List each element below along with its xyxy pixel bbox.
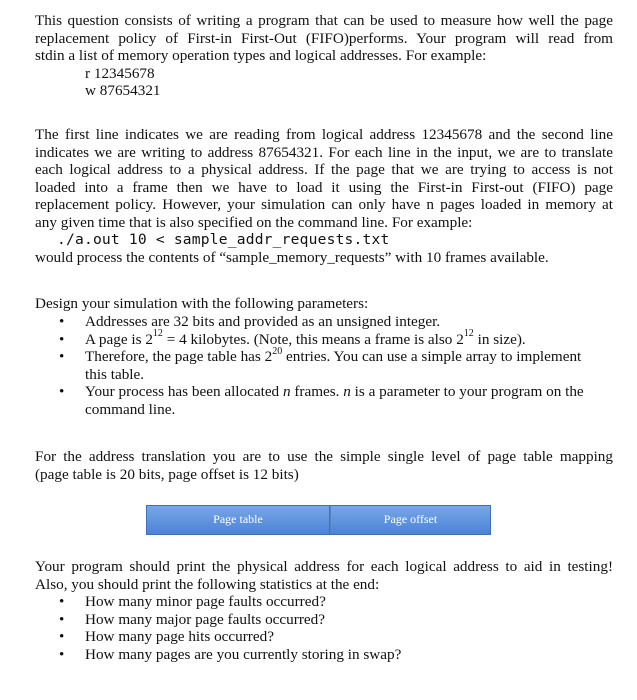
intro-line: stdin a list of memory operation types and logical addresses. For example: [35,47,487,64]
command-example: ./a.out 10 < sample_addr_requests.txt [57,231,390,248]
list-item: • Addresses are 32 bits and provided as an unsigned integer. [59,313,441,330]
explanation-after: would process the contents of “sample_memory_requests” with 10 frames available. [35,248,549,266]
page-table-segment: Page table [146,505,330,535]
intro-line: This question consists of writing a program that can be used to measure how well the page [35,12,613,29]
bullet-icon: • [59,313,65,330]
list-item: • How many pages are you currently storing in swap? [59,645,402,663]
bullet-icon: • [59,593,65,610]
bullet-icon: • [59,628,65,645]
explanation-line: any given time that is also specified on the command line. For example: [35,213,473,231]
bullet-icon: • [59,610,65,628]
explanation-line: replacement policy. However, your simulation can only have n pages loaded in memory at [35,196,613,213]
example-write: w 87654321 [85,82,161,99]
explanation-paragraph [35,126,613,266]
translation-line: For the address translation you are to use the simple single level of page table mapping [35,448,613,465]
explanation-line: indicates we are writing to address 87654321. For each line in the input, we are to translate [35,143,613,161]
stats-bullet-list [35,593,613,663]
page-offset-segment: Page offset [330,505,491,535]
output-line: Your program should print the physical address for each logical address to aid in testing! [35,558,613,575]
translation-line: (page table is 20 bits, page offset is 12 bits) [35,465,299,483]
intro-paragraph [35,12,613,100]
output-line: Also, you should print the following statistics at the end: [35,575,380,593]
explanation-line: The first line indicates we are reading from logical address 12345678 and the second line [35,126,613,143]
bullet-icon: • [59,348,65,365]
example-read: r 12345678 [85,64,155,82]
list-item: • A page is $2^{12} = 4$ kilobytes. (Note, this means a frame is also $2^{12}$ in size). [59,328,526,348]
translation-paragraph [35,448,613,483]
intro-line: replacement policy of First-in First-Out (FIFO)performs. Your program will read from [35,29,613,47]
bullet-icon: • [59,330,65,348]
bullet-icon: • [59,645,65,663]
explanation-line: each logical address to a physical address. If the page that we are trying to access is not [35,161,613,178]
design-heading: Design your simulation with the following parameters: [35,295,369,312]
address-diagram [146,505,491,535]
output-paragraph [35,558,613,593]
list-item: • How many major page faults occurred? [59,610,325,628]
list-item: • Therefore, the page table has $2^{20}$ entries. You can use a simple array to implement this table. [59,345,582,383]
list-item: • Your process has been allocated n frames. n is a parameter to your program on the command line. [59,383,584,418]
bullet-icon: • [59,383,65,400]
list-item: • How many page hits occurred? [59,628,274,645]
list-item: • How many minor page faults occurred? [59,593,326,610]
design-bullet-list [35,313,613,418]
explanation-line: loaded into a frame then we have to load it using the First-in First-out (FIFO) page [35,178,613,196]
